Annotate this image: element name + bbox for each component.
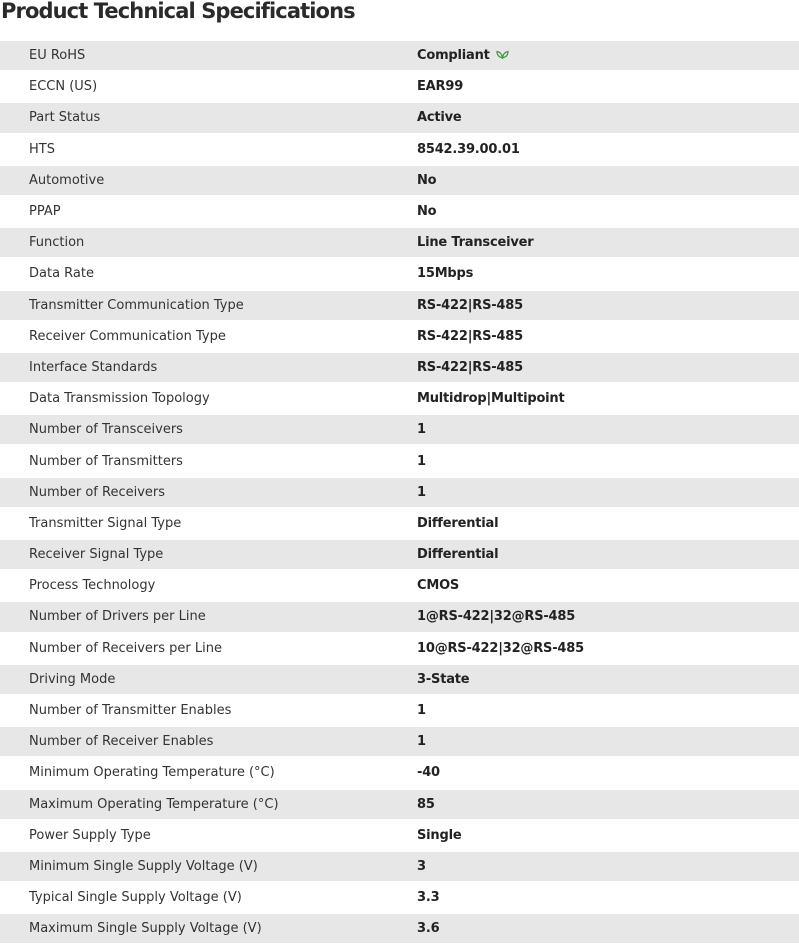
spec-table [0,39,799,945]
spec-value-text: Differential [417,547,499,563]
spec-value-text: 3.6 [417,921,440,937]
spec-value [417,228,799,257]
spec-row [0,478,799,507]
spec-row [0,914,799,943]
spec-row [0,758,799,787]
spec-label: Number of Receivers per Line [0,634,417,663]
spec-value [417,72,799,101]
spec-value-text: Active [417,110,462,126]
spec-value-text: 1 [417,453,426,469]
spec-value-text: 3.3 [417,890,440,906]
spec-value [417,478,799,507]
spec-row [0,446,799,475]
spec-label: Transmitter Signal Type [0,509,417,538]
spec-row [0,821,799,850]
spec-label: Maximum Operating Temperature (°C) [0,790,417,819]
spec-row [0,197,799,226]
spec-value [417,852,799,881]
spec-value-text: -40 [417,765,440,781]
spec-value-text: EAR99 [417,79,464,95]
spec-label: Typical Single Supply Voltage (V) [0,883,417,912]
spec-label: Number of Receivers [0,478,417,507]
spec-row [0,852,799,881]
spec-row [0,634,799,663]
spec-row [0,602,799,631]
spec-label: Number of Transmitter Enables [0,696,417,725]
spec-value-text: Compliant [417,48,490,64]
spec-value [417,790,799,819]
spec-value-text: 1 [417,703,426,719]
spec-value-text: Multidrop|Multipoint [417,391,565,407]
spec-value-text: No [417,172,437,188]
spec-value-text: RS-422|RS-485 [417,359,523,375]
spec-value-text: 1 [417,422,426,438]
spec-label: ECCN (US) [0,72,417,101]
spec-label: Minimum Single Supply Voltage (V) [0,852,417,881]
spec-label: Data Transmission Topology [0,384,417,413]
spec-label: Number of Drivers per Line [0,602,417,631]
spec-value-text: Differential [417,515,499,531]
spec-value-text: 10@RS-422|32@RS-485 [417,640,584,656]
spec-value [417,540,799,569]
spec-row [0,509,799,538]
spec-value [417,41,799,70]
spec-row [0,228,799,257]
spec-row [0,384,799,413]
spec-value-text: No [417,204,437,220]
spec-row [0,665,799,694]
spec-label: Number of Receiver Enables [0,727,417,756]
spec-value-text: 3-State [417,671,470,687]
spec-value [417,197,799,226]
spec-label: Part Status [0,103,417,132]
spec-value-text: 1 [417,734,426,750]
spec-row [0,353,799,382]
spec-row [0,259,799,288]
spec-value [417,821,799,850]
spec-value [417,291,799,320]
spec-row [0,291,799,320]
spec-value [417,135,799,164]
spec-label: Maximum Single Supply Voltage (V) [0,914,417,943]
spec-row [0,72,799,101]
spec-row [0,540,799,569]
spec-row [0,415,799,444]
spec-label: Power Supply Type [0,821,417,850]
spec-value [417,602,799,631]
spec-value-text: 1 [417,484,426,500]
spec-row [0,322,799,351]
spec-value-text: Single [417,827,462,843]
spec-row [0,103,799,132]
spec-value-text: RS-422|RS-485 [417,328,523,344]
spec-row [0,727,799,756]
spec-label: Driving Mode [0,665,417,694]
spec-row [0,166,799,195]
spec-value [417,259,799,288]
spec-value [417,509,799,538]
spec-value [417,166,799,195]
spec-value [417,758,799,787]
spec-value [417,696,799,725]
spec-label: Number of Transmitters [0,446,417,475]
spec-value [417,914,799,943]
leaf-icon [496,49,509,60]
spec-table-body [0,41,799,943]
spec-label: Receiver Signal Type [0,540,417,569]
spec-label: Function [0,228,417,257]
spec-label: Number of Transceivers [0,415,417,444]
spec-value [417,727,799,756]
spec-value [417,103,799,132]
spec-value [417,634,799,663]
spec-row [0,571,799,600]
spec-value [417,322,799,351]
spec-label: Automotive [0,166,417,195]
spec-label: Receiver Communication Type [0,322,417,351]
spec-value [417,883,799,912]
spec-value-text: 3 [417,858,426,874]
spec-value [417,415,799,444]
spec-label: EU RoHS [0,41,417,70]
spec-label: Transmitter Communication Type [0,291,417,320]
spec-value [417,446,799,475]
spec-label: Interface Standards [0,353,417,382]
spec-value [417,353,799,382]
spec-value-text: 15Mbps [417,266,474,282]
spec-value-text: 85 [417,796,435,812]
spec-value-text: 1@RS-422|32@RS-485 [417,609,576,625]
spec-row [0,135,799,164]
spec-value [417,665,799,694]
spec-row [0,883,799,912]
spec-label: Minimum Operating Temperature (°C) [0,758,417,787]
spec-value [417,384,799,413]
spec-value-text: 8542.39.00.01 [417,141,520,157]
spec-label: PPAP [0,197,417,226]
spec-label: HTS [0,135,417,164]
spec-row [0,790,799,819]
spec-row [0,696,799,725]
spec-row [0,41,799,70]
spec-value-text: Line Transceiver [417,235,534,251]
spec-label: Data Rate [0,259,417,288]
spec-label: Process Technology [0,571,417,600]
page-title: Product Technical Specifications [1,0,355,23]
spec-value [417,571,799,600]
spec-value-text: CMOS [417,578,460,594]
spec-value-text: RS-422|RS-485 [417,297,523,313]
